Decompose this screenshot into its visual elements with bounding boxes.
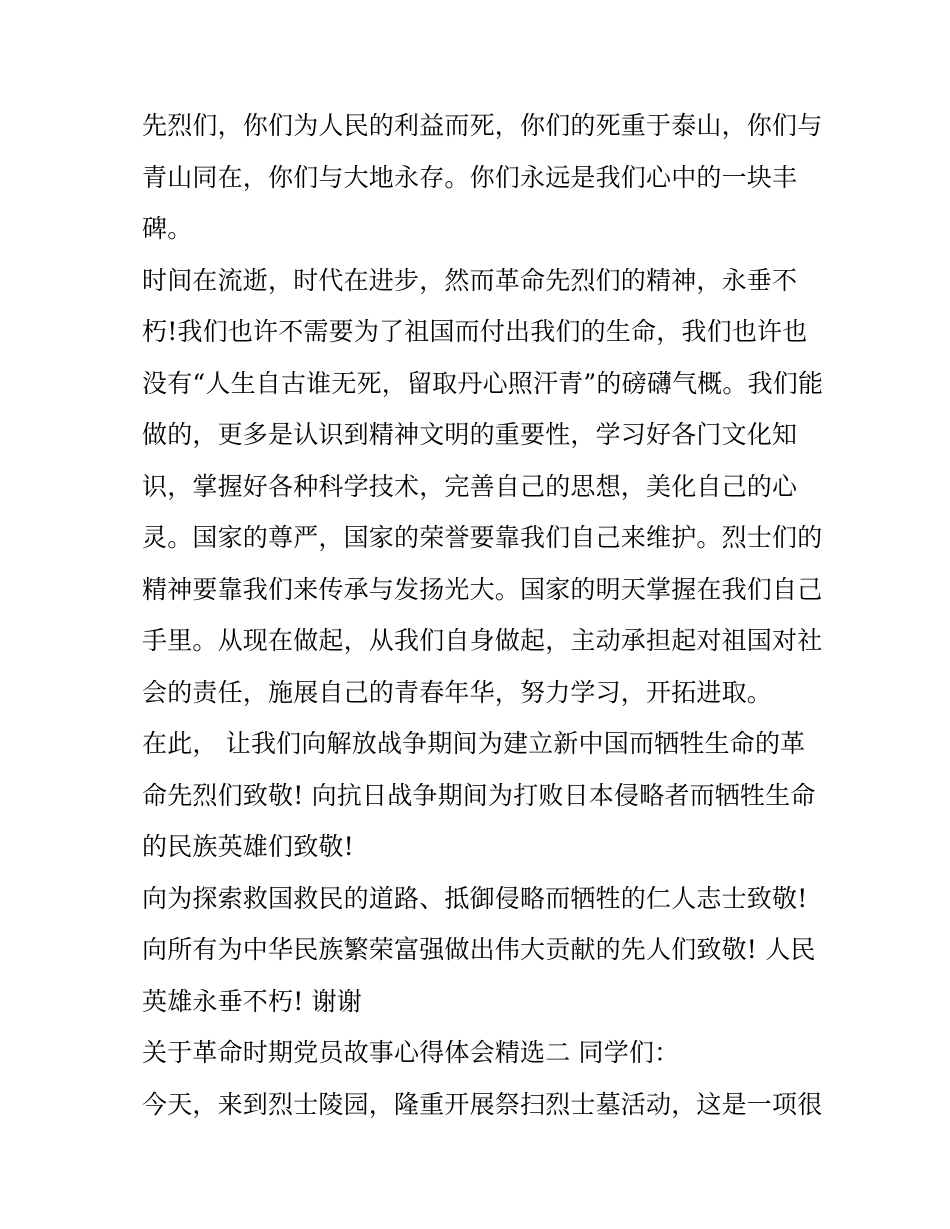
- text-line: 向所有为中华民族繁荣富强做出伟大贡献的先人们致敬! 人民: [142, 935, 816, 964]
- text-line: 识，掌握好各种科学技术，完善自己的思想，美化自己的心: [142, 471, 798, 501]
- text-line: 的民族英雄们致敬!: [142, 832, 354, 861]
- text-line: 做的，更多是认识到精神文明的重要性，学习好各门文化知: [142, 420, 798, 449]
- text-line: 朽!我们也许不需要为了祖国而付出我们的生命，我们也许也: [142, 317, 808, 346]
- text-line: 在此， 让我们向解放战争期间为建立新中国而牺牲生命的革: [142, 729, 806, 758]
- text-line: 时间在流逝，时代在进步，然而革命先烈们的精神，永垂不: [142, 265, 798, 295]
- text-line: 向为探索救国救民的道路、抵御侵略而牺牲的仁人志士致敬!: [142, 883, 808, 913]
- body-text: [142, 100, 822, 1130]
- text-line: 碑。: [142, 214, 193, 243]
- text-line: 先烈们，你们为人民的利益而死，你们的死重于泰山，你们与: [142, 111, 823, 140]
- text-line: 英雄永垂不朽! 谢谢: [142, 986, 362, 1016]
- text-line: 会的责任，施展自己的青春年华，努力学习，开拓进取。: [142, 677, 773, 707]
- text-line: 命先烈们致敬! 向抗日战争期间为打败日本侵略者而牺牲生命: [142, 780, 816, 810]
- text-line: 今天，来到烈士陵园，隆重开展祭扫烈士墓活动，这是一项很: [142, 1089, 823, 1119]
- text-line: 精神要靠我们来传承与发扬光大。国家的明天掌握在我们自己: [142, 574, 823, 604]
- text-line: 青山同在，你们与大地永存。你们永远是我们心中的一块丰: [142, 162, 798, 192]
- text-line: 没有“人生自古谁无死，留取丹心照汗青”的磅礴气概。我们能: [142, 368, 824, 398]
- text-line: 手里。从现在做起，从我们自身做起，主动承担起对祖国对社: [142, 626, 823, 655]
- text-line: 灵。国家的尊严，国家的荣誉要靠我们自己来维护。烈士们的: [142, 523, 823, 552]
- section-heading: 关于革命时期党员故事心得体会精选二 同学们：: [142, 1038, 680, 1067]
